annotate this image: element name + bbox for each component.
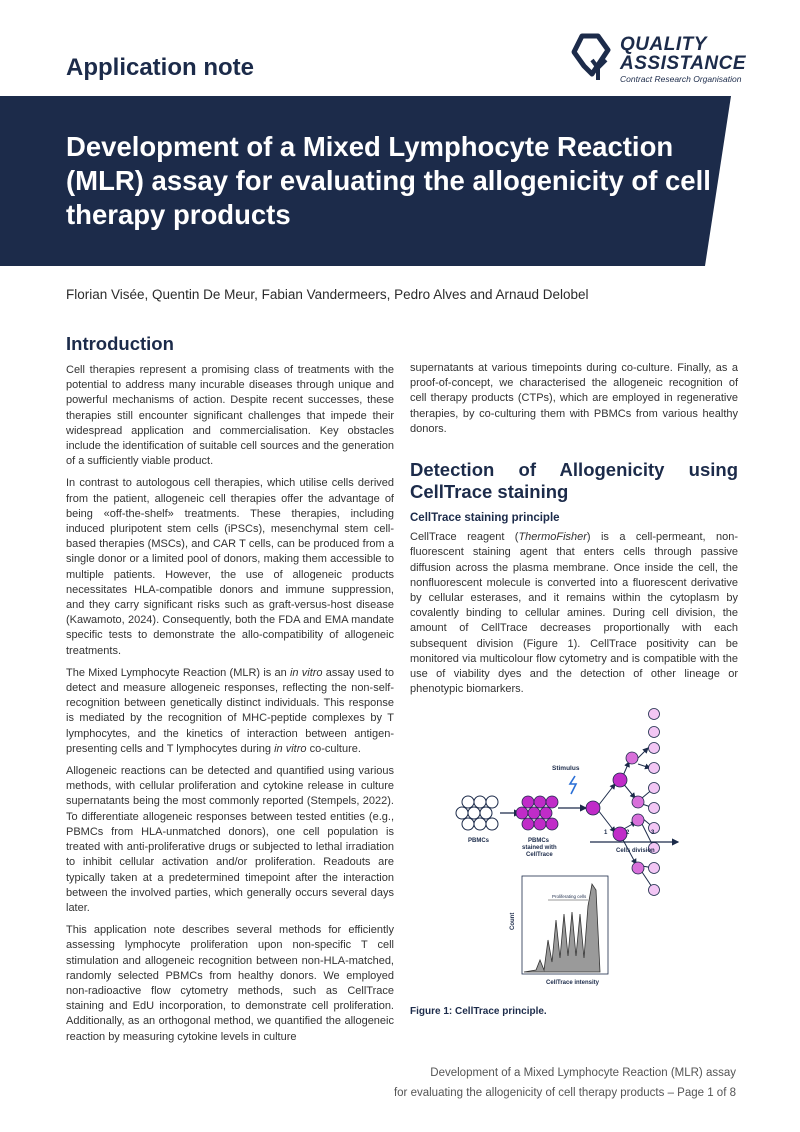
detection-heading: Detection of Allogenicity using CellTrace staining xyxy=(410,459,738,503)
left-column xyxy=(66,333,394,1052)
intro-paragraph-3: The Mixed Lymphocyte Reaction (MLR) is an in vitro assay used to detect and measure allogeneic responses, reflecting the non-self-recognition between genetically distinct individuals. This response is mediated by the recognition of MHC-peptide complexes by T lymphocytes, and the kinetics of interaction between antigen-presenting cells and T lymphocytes during in vitro co-culture. xyxy=(66,666,395,755)
division-tick-1: 1 xyxy=(604,830,608,836)
intro-paragraph-5: This application note describes several methods for efficiently assessing lymphocyte proliferation upon non-specific T cell stimulation and allogeneic recognition between non-HLA-matched, randomly selected PBMCs from healthy donors. We employed non-radioactive flow cytometry methods, such as CellTrace staining and EdU incorporation, to demonstrate cell proliferation. Additionally, as an orthogonal method, we quantified the allogeneic reaction by measuring cytokine levels in culture xyxy=(66,924,394,1043)
label-stained-2: stained with xyxy=(522,845,557,851)
footer-line-2: for evaluating the allogenicity of cell therapy products – Page 1 of 8 xyxy=(393,1087,736,1099)
celltrace-principle-subheading: CellTrace staining principle xyxy=(410,512,560,525)
authors-line: Florian Visée, Quentin De Meur, Fabian Vandermeers, Pedro Alves and Arnaud Delobel xyxy=(66,287,589,302)
pbmc-cluster xyxy=(456,796,498,830)
figure-celltrace-principle xyxy=(410,700,740,1000)
axis-label-celltrace-intensity: CellTrace intensity xyxy=(546,980,600,986)
label-stimulus: Stimulus xyxy=(552,765,580,772)
label-pbmcs: PBMCs xyxy=(468,838,490,844)
axis-label-count: Count xyxy=(510,912,516,930)
label-stained-1: PBMCs xyxy=(528,838,550,844)
right-column xyxy=(410,361,738,704)
division-tick-3: 3 xyxy=(651,830,655,836)
page-title: Development of a Mixed Lymphocyte Reaction (MLR) assay for evaluating the allogenicity of cell therapy products xyxy=(66,131,711,230)
introduction-heading: Introduction xyxy=(66,333,174,354)
label-proliferating-cells: Proliferating cells xyxy=(552,894,587,899)
intro-paragraph-5-continued: supernatants at various timepoints during co-culture. Finally, as a proof-of-concept, we characterised the allogeneic recognition of cell therapy products (CTPs), which are employed in regenerative therapies, by co-culturing them with PBMCs from various healthy donors. xyxy=(410,362,738,435)
stained-pbmc-cluster xyxy=(516,796,558,830)
page-footer xyxy=(394,1063,736,1103)
logo-text-quality: QUALITY xyxy=(620,34,707,55)
intro-paragraph-4: Allogeneic reactions can be detected and quantified using various methods, with cellular proliferation and cytokine release in culture supernatants being the most commonly reported (Stempels, 2022). To differentiate allogeneic responses between tested entities (e.g., PBMCs from HLA-unmatched donors), one cell population is treated with anti-proliferative drugs or subjected to lethal irradiation to inhibit cellular activation and/or proliferation. Readouts are typically taken at a predetermined timepoint after the interaction between the involved parties, which generally occurs several days later. xyxy=(66,765,394,914)
quality-assistance-logo-mark xyxy=(568,32,618,84)
stimulus-lightning-icon xyxy=(570,776,576,794)
company-logo xyxy=(568,32,758,84)
division-tick-2: 2 xyxy=(626,830,630,836)
intro-paragraph-1: Cell therapies represent a promising class of treatments with the potential to address many incurable diseases through unique and powerful mechanisms of action. Despite recent successes, these therapies still encounter significant challenges that impede their widespread application and commercialisation. Key obstacles include the identification of suitable cell sources and the generation of a sufficiently viable product. xyxy=(66,364,394,468)
figure-caption: Figure 1: CellTrace principle. xyxy=(410,1006,547,1017)
label-cells-division: Cells division xyxy=(616,848,655,854)
footer-line-1: Development of a Mixed Lymphocyte Reaction (MLR) assay xyxy=(430,1067,736,1079)
detection-paragraph-1: CellTrace reagent (ThermoFisher) is a cell-permeant, non-fluorescent staining agent that enters cells through passive diffusion across the plasma membrane. Once inside the cell, the nonfluorescent molecule is converted into a fluorescent derivative by cellular esterases, and it remains within the cytoplasm by covalently binding to cellular amines. During cell division, the amount of CellTrace decreases proportionally with each subsequent division (Figure 1). CellTrace positivity can be monitored via multicolour flow cytometry and is compatible with the use of viability dyes and the detection of other lineage or phenotypic biomarkers. xyxy=(410,531,738,696)
logo-tagline: Contract Research Organisation xyxy=(620,74,742,84)
figure-diagram xyxy=(410,700,740,1000)
document-kicker: Application note xyxy=(66,54,254,81)
intro-paragraph-2: In contrast to autologous cell therapies, which utilise cells derived from the patient, allogeneic cell therapies offer the advantage of being «off-the-shelf» treatments. These therapies, including induced pluripotent stem cells (iPSCs), mesenchymal stem cell-based therapies (MSCs), and CAR T cells, can be produced from a single donor or a limited pool of donors, making them accessible to multiple patients. However, the use of allogeneic products necessitates HLA-compatible donors and immune suppression, and they carry significant risks such as graft-versus-host disease (Kawamoto, 2024). Consequently, both the FDA and EMA mandate specific tests to demonstrate the allo-compatibility of allogeneic treatments. xyxy=(66,477,394,657)
label-stained-3: CellTrace xyxy=(526,852,553,858)
logo-text-assistance: ASSISTANCE xyxy=(620,53,747,74)
